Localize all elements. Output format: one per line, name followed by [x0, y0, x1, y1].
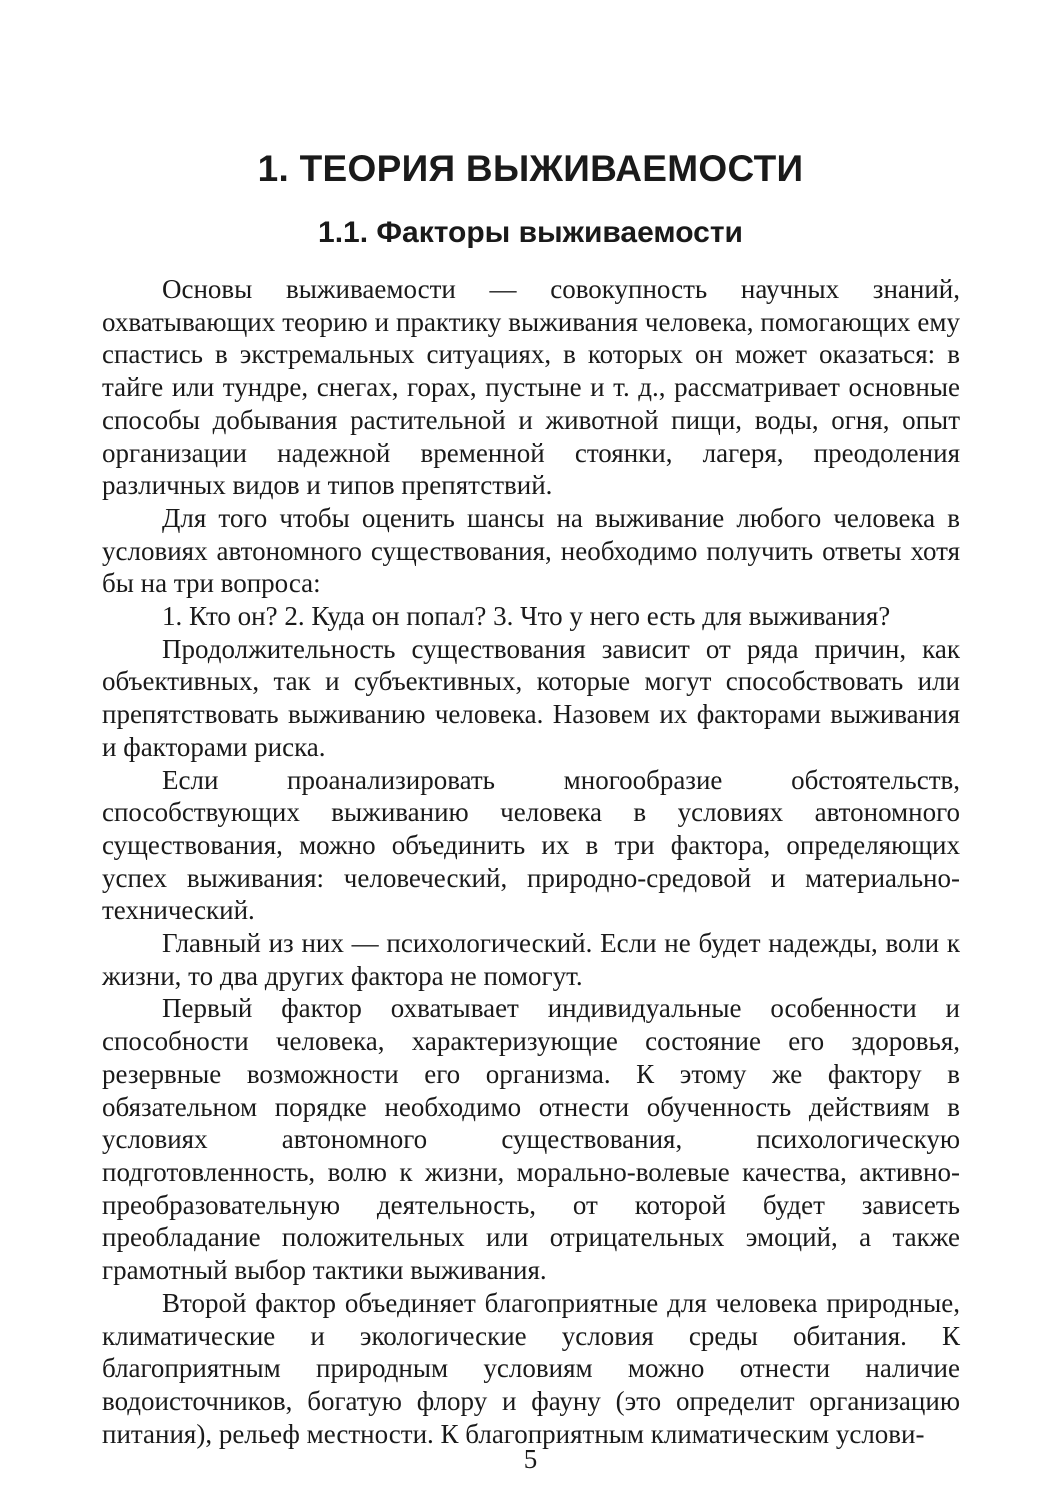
paragraph: 1. Кто он? 2. Куда он попал? 3. Что у него есть для выживания? [162, 601, 891, 632]
section-title: 1.1. Факторы выживаемости [318, 216, 743, 249]
paragraph: Первый фактор охватывает индивидуальные особенности и способности человека, характеризующие состояние его здоровья, резервные возможности его организма. К этому же фактору в обязательном порядке необходимо отнести обученность действиям в условиях автономного существования, психологическую подготовленность, волю к жизни, морально-волевые качества, активно-преобразовательную деятельность, от которой будет зависеть преобладание положительных или отрицательных эмоций, а также грамотный выбор тактики выживания. [102, 993, 960, 1286]
body-text [102, 273, 960, 1450]
paragraph: Основы выживаемости — совокупность научных знаний, охватывающих теорию и практику выживания человека, помогающих ему спастись в экстремальных ситуациях, в которых он может оказаться: в тайге или тундре, снегах, горах, пустыне и т. д., рассматривает основные способы добывания растительной и животной пищи, воды, огня, опыт организации надежной временной стоянки, лагеря, преодоления различных видов и типов препятствий. [102, 274, 960, 501]
paragraph: Второй фактор объединяет благоприятные для человека природные, климатические и экологические условия среды обитания. К благоприятным природным условиям можно отнести наличие водоисточников, богатую флору и фауну (это определит организацию питания), рельеф местности. К благоприятным климатическим услови- [102, 1287, 960, 1449]
chapter-title: 1. ТЕОРИЯ ВЫЖИВАЕМОСТИ [257, 148, 804, 189]
paragraph: Главный из них — психологический. Если не будет надежды, воли к жизни, то два других фактора не помогут. [102, 928, 960, 991]
page-number: 5 [523, 1444, 538, 1474]
paragraph: Для того чтобы оценить шансы на выживание любого человека в условиях автономного существования, необходимо получить ответы хотя бы на три вопроса: [102, 502, 960, 599]
paragraph: Продолжительность существования зависит от ряда причин, как объективных, так и субъективных, которые могут способствовать или препятствовать выживанию человека. Назовем их факторами выживания и факторами риска. [102, 633, 960, 762]
paragraph: Если проанализировать многообразие обстоятельств, способствующих выживанию человека в условиях автономного существования, можно объединить их в три фактора, определяющих успех выживания: человеческий, природно-средовой и материально-технический. [102, 764, 960, 926]
